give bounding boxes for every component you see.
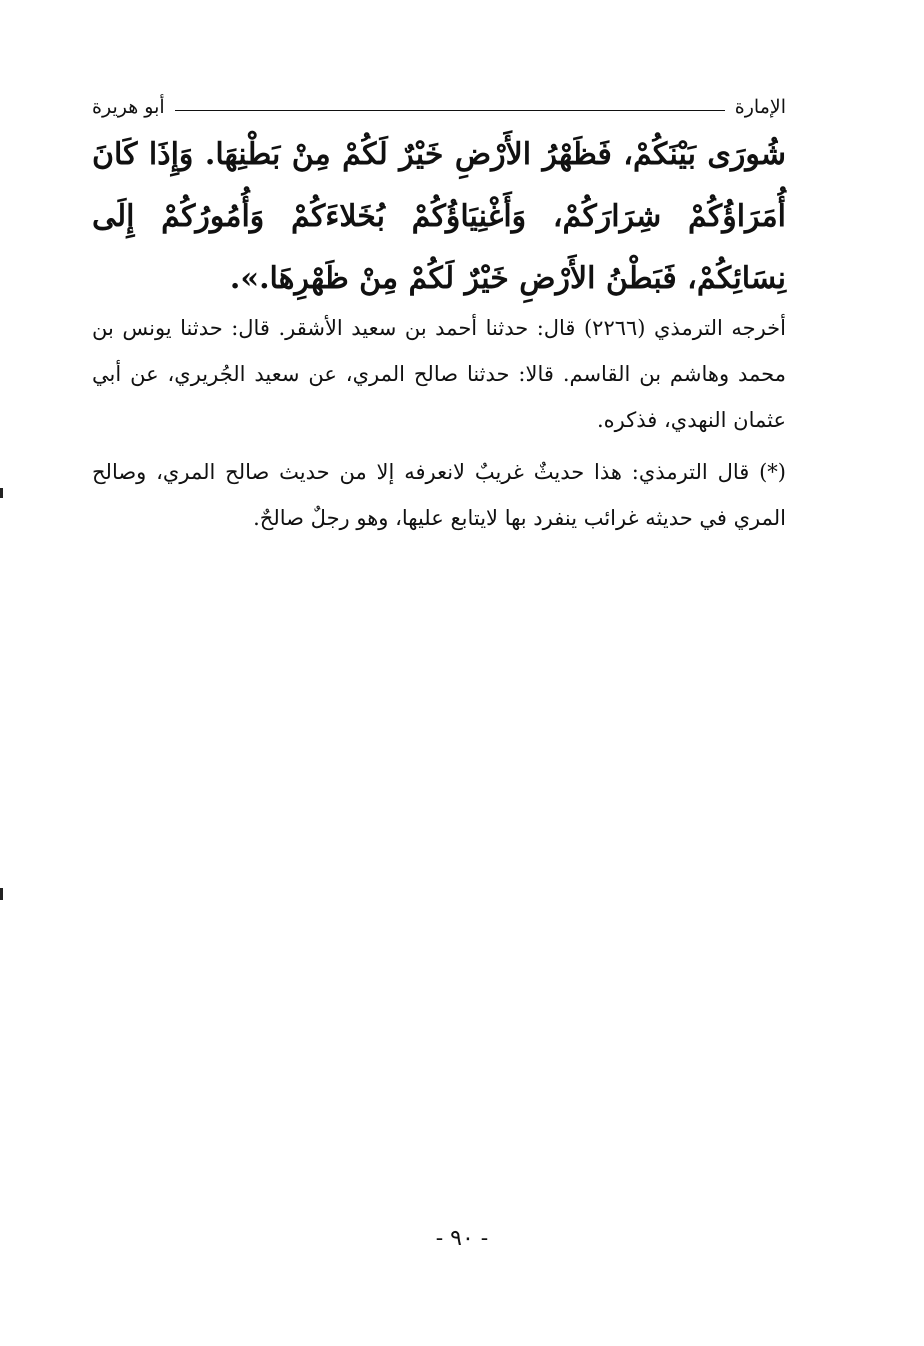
hadith-text: شُورَى بَيْنَكُمْ، فَظَهْرُ الأَرْضِ خَيْرٌ لَكُمْ مِنْ بَطْنِهَا. وَإِذَا كَانَ أُمَرَاؤُكُمْ شِرَارَكُمْ، وَأَغْنِيَاؤُكُمْ بُخَلاءَكُمْ وَأُمُورُكُمْ إِلَى نِسَائِكُمْ، فَبَطْنُ الأَرْضِ خَيْرٌ لَكُمْ مِنْ ظَهْرِهَا.». bbox=[92, 137, 786, 296]
narrator-name: أبو هريرة bbox=[92, 96, 165, 118]
hadith-text-block bbox=[92, 124, 786, 310]
takhrij-note: أخرجه الترمذي (٢٢٦٦) قال: حدثنا أحمد بن سعيد الأشقر. قال: حدثنا يونس بن محمد وهاشم بن القاسم. قالا: حدثنا صالح المري، عن سعيد الجُريري، عن أبي عثمان النهدي، فذكره. bbox=[92, 316, 786, 432]
notes-block bbox=[92, 305, 786, 541]
scan-edge-mark bbox=[0, 488, 3, 498]
running-header bbox=[92, 92, 786, 122]
header-rule bbox=[175, 110, 725, 111]
chapter-title: الإمارة bbox=[734, 96, 786, 118]
ruling-note: (*) قال الترمذي: هذا حديثٌ غريبٌ لانعرفه إلا من حديث صالح المري، وصالح المري في حديثه غرائب ينفرد بها لايتابع عليها، وهو رجلٌ صالحٌ. bbox=[92, 460, 786, 530]
scan-edge-mark bbox=[0, 888, 3, 900]
page-number: - ٩٠ - bbox=[435, 1226, 489, 1251]
